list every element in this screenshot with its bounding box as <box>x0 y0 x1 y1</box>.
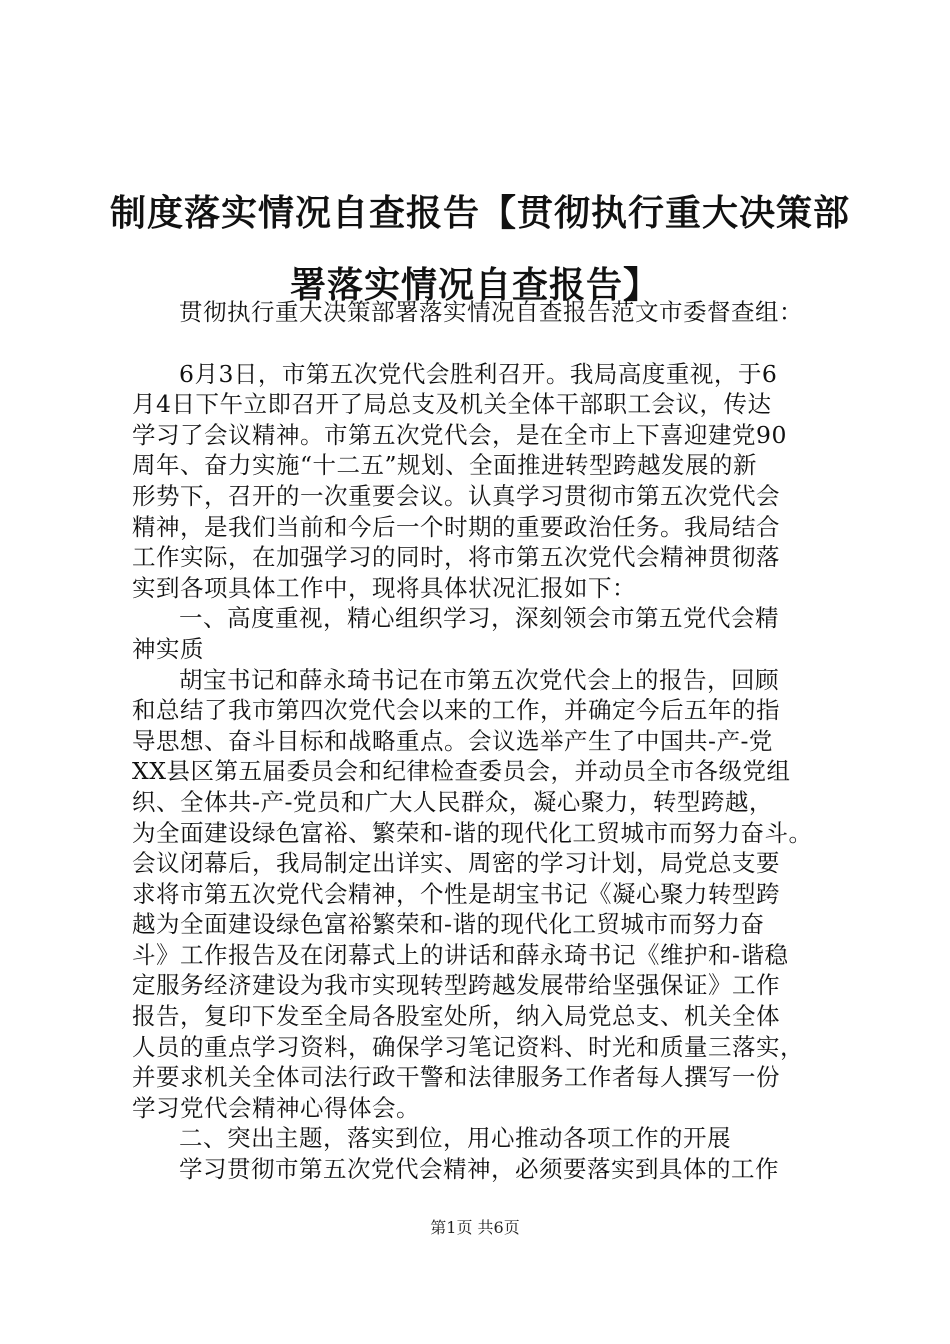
section-heading: 二、突出主题，落实到位，用心推动各项工作的开展 <box>179 1124 731 1153</box>
text-line: 织、全体共-产-党员和广大人民群众，凝心聚力，转型跨越， <box>132 787 773 816</box>
text-line: 人员的重点学习资料，确保学习笔记资料、时光和质量三落实， <box>132 1032 804 1061</box>
text-line: 周年、奋力实施“十二五”规划、全面推进转型跨越发展的新 <box>132 451 758 480</box>
text-line: 6月3日，市第五次党代会胜利召开。我局高度重视，于6 <box>179 359 778 388</box>
title-line-2: 署落实情况自查报告】 <box>289 265 660 306</box>
text-line: 定服务经济建设为我市实现转型跨越发展带给坚强保证》工作 <box>132 971 780 1000</box>
text-line: 精神，是我们当前和今后一个时期的重要政治任务。我局结合 <box>132 512 780 541</box>
text-line: 并要求机关全体司法行政干警和法律服务工作者每人撰写一份 <box>132 1063 780 1092</box>
text-line: 胡宝书记和薛永琦书记在市第五次党代会上的报告，回顾 <box>179 665 779 694</box>
text-line: 学习贯彻市第五次党代会精神，必须要落实到具体的工作 <box>179 1155 779 1184</box>
page-footer: 第1页 共6页 <box>430 1218 520 1237</box>
text-line: 工作实际，在加强学习的同时，将市第五次党代会精神贯彻落 <box>132 543 780 572</box>
section-heading: 神实质 <box>132 634 204 663</box>
text-line: XX县区第五届委员会和纪律检查委员会，并动员全市各级党组 <box>132 757 791 786</box>
text-line: 斗》工作报告及在闭幕式上的讲话和薛永琦书记《维护和-谐稳 <box>132 940 789 969</box>
paragraph-spacer <box>132 328 838 359</box>
text-line: 形势下，召开的一次重要会议。认真学习贯彻市第五次党代会 <box>132 481 780 510</box>
text-line: 贯彻执行重大决策部署落实情况自查报告范文市委督查组： <box>179 298 803 326</box>
text-line: 和总结了我市第四次党代会以来的工作，并确定今后五年的指 <box>132 696 780 725</box>
text-line: 实到各项具体工作中，现将具体状况汇报如下： <box>132 573 636 602</box>
text-line: 会议闭幕后，我局制定出详实、周密的学习计划，局党总支要 <box>132 849 780 878</box>
text-line: 为全面建设绿色富裕、繁荣和-谐的现代化工贸城市而努力奋斗。 <box>132 818 813 847</box>
text-line: 学习了会议精神。市第五次党代会，是在全市上下喜迎建党90 <box>132 420 787 449</box>
section-heading: 一、高度重视，精心组织学习，深刻领会市第五党代会精 <box>179 604 779 633</box>
text-line: 报告，复印下发至全局各股室处所，纳入局党总支、机关全体 <box>132 1002 780 1031</box>
text-line: 导思想、奋斗目标和战略重点。会议选举产生了中国共-产-党 <box>132 726 773 755</box>
document-body <box>132 297 838 1185</box>
text-line: 月4日下午立即召开了局总支及机关全体干部职工会议，传达 <box>132 390 772 419</box>
text-line: 越为全面建设绿色富裕繁荣和-谐的现代化工贸城市而努力奋 <box>132 910 765 939</box>
text-line: 学习党代会精神心得体会。 <box>132 1093 420 1122</box>
title-line-1: 制度落实情况自查报告【贯彻执行重大决策部 <box>110 193 851 234</box>
text-line: 求将市第五次党代会精神，个性是胡宝书记《凝心聚力转型跨 <box>132 879 780 908</box>
